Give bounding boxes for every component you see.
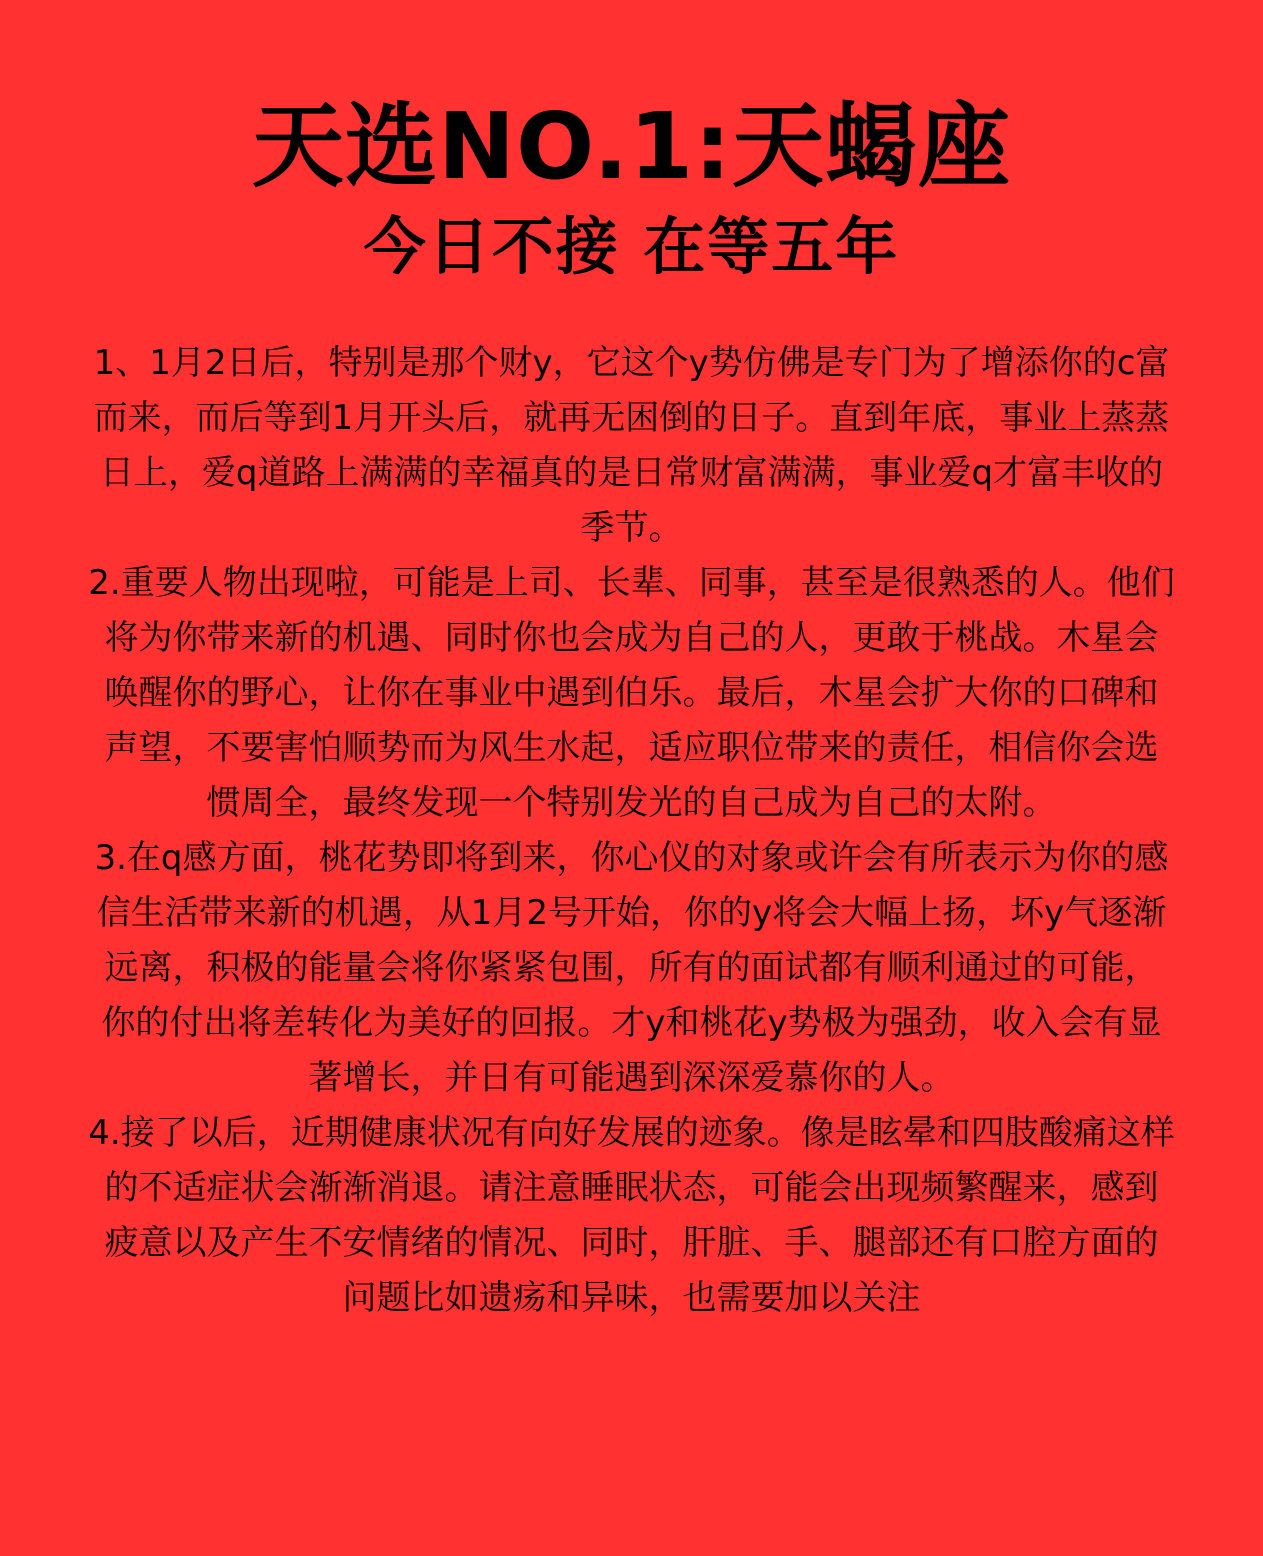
horoscope-content [88, 336, 1175, 1326]
paragraph-health: 4.接了以后，近期健康状况有向好发展的迹象。像是眩晕和四肢酸痛这样的不适症状会渐渐消退。请注意睡眠状态，可能会出现频繁醒来，感到疲意以及产生不安情绪的情况、同时，肝脏、手、腿部还有口腔方面的问题比如遗疡和异味，也需要加以关注 [88, 1113, 1175, 1318]
page-title: 天选NO.1:天蝎座 [252, 93, 1011, 200]
paragraph-career: 2.重要人物出现啦，可能是上司、长辈、同事，甚至是很熟悉的人。他们将为你带来新的机遇、同时你也会成为自己的人，更敢于桃战。木星会唤醒你的野心，让你在事业中遇到伯乐。最后，木星会扩大你的口碑和声望，不要害怕顺势而为风生水起，适应职位带来的责任，相信你会选惯周全，最终发现一个特别发光的自己成为自己的太附。 [88, 563, 1175, 823]
paragraph-love: 3.在q感方面，桃花势即将到来，你心仪的对象或许会有所表示为你的感信生活带来新的机遇，从1月2号开始，你的y将会大幅上扬，坏y气逐渐远离，积极的能量会将你紧紧包围，所有的面试都有顺利通过的可能，你的付出将差转化为美好的回报。才y和桃花y势极为强劲，收入会有显著增长，并日有可能遇到深深爱慕你的人。 [94, 838, 1169, 1098]
page-subtitle: 今日不接 在等五年 [363, 210, 900, 283]
paragraph-wealth: 1、1月2日后，特别是那个财y，它这个y势仿佛是专门为了增添你的c富而来，而后等到1月开头后，就再无困倒的日子。直到年底，事业上蒸蒸日上，爱q道路上满满的幸福真的是日常财富满满，事业爱q才富丰收的季节。 [93, 343, 1170, 548]
